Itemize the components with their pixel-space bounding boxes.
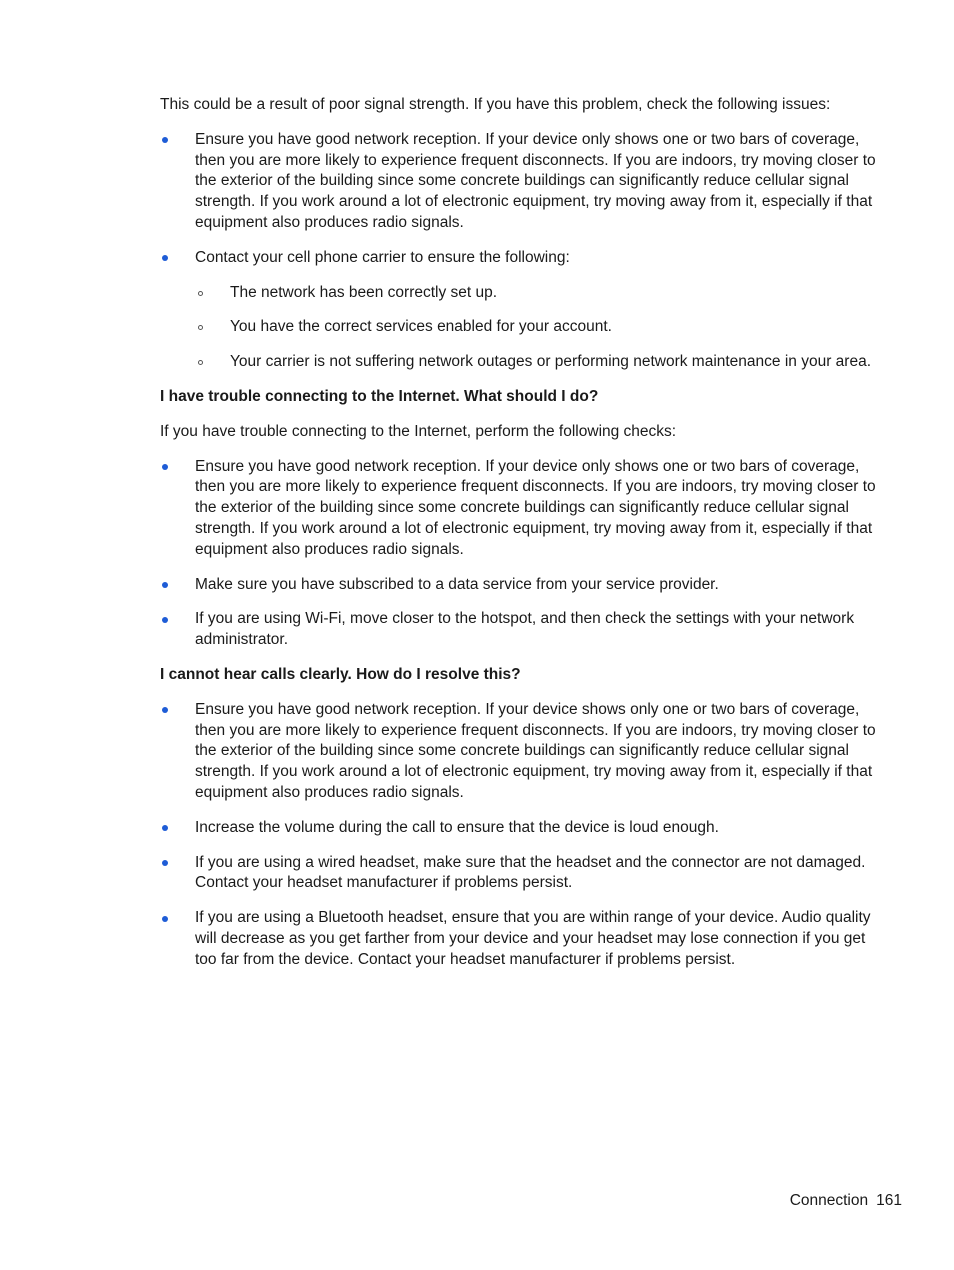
bullet-icon [162, 916, 168, 922]
list-item-text: Ensure you have good network reception. If your device only shows one or two bars of coverage, then you are more likely to experience frequent disconnects. If you are indoors, try moving closer to the exterior of the building since some concrete buildings can significantly reduce cellular signal strength. If you work around a lot of electronic equipment, try moving away from it, especially if that equipment also produces radio signals. [195, 457, 876, 558]
sublist-item-text: The network has been correctly set up. [230, 283, 498, 301]
sublist-item [195, 317, 882, 338]
internet-trouble-heading: I have trouble connecting to the Internet. What should I do? [160, 387, 599, 405]
sublist-item-text: You have the correct services enabled for your account. [230, 318, 612, 336]
page-content [160, 95, 882, 985]
list-item-text: If you are using a Bluetooth headset, ensure that you are within range of your device. Audio quality will decrease as you get farther from your device and your headset may lose connection if you get too far from the device. Contact your headset manufacturer if problems persist. [195, 909, 871, 968]
carrier-checks-sublist [195, 283, 882, 373]
list-item [160, 457, 882, 561]
call-clarity-heading: I cannot hear calls clearly. How do I resolve this? [160, 665, 521, 683]
list-item [160, 853, 882, 895]
page-number: 161 [876, 1192, 902, 1209]
bullet-icon [162, 464, 168, 470]
footer-section-name: Connection [789, 1192, 869, 1209]
sub-bullet-icon [198, 291, 203, 296]
list-item [160, 818, 882, 839]
intro-paragraph: This could be a result of poor signal strength. If you have this problem, check the following issues: [160, 96, 831, 113]
bullet-icon [162, 707, 168, 713]
bullet-icon [162, 137, 168, 143]
bullet-icon [162, 617, 168, 623]
sublist-item [195, 352, 882, 373]
list-item-text: If you are using Wi-Fi, move closer to the hotspot, and then check the settings with your network administrator. [195, 610, 855, 649]
call-clarity-list [160, 700, 882, 971]
bullet-icon [162, 582, 168, 588]
list-item-text: Ensure you have good network reception. If your device shows only one or two bars of coverage, then you are more likely to experience frequent disconnects. If you are indoors, try moving closer to the exterior of the building since some concrete buildings can significantly reduce cellular signal strength. If you work around a lot of electronic equipment, try moving away from it, especially if that equipment also produces radio signals. [195, 700, 876, 801]
page-footer [790, 1191, 902, 1212]
list-item-text: Contact your cell phone carrier to ensure the following: [195, 248, 570, 266]
bullet-icon [162, 255, 168, 261]
list-item [160, 609, 882, 651]
list-item [160, 130, 882, 234]
sub-bullet-icon [198, 360, 203, 365]
bullet-icon [162, 825, 168, 831]
list-item [160, 908, 882, 970]
internet-checks-list [160, 457, 882, 651]
sublist-item-text: Your carrier is not suffering network outages or performing network maintenance in your area. [230, 353, 872, 371]
internet-trouble-intro: If you have trouble connecting to the Internet, perform the following checks: [160, 422, 677, 440]
sub-bullet-icon [198, 325, 203, 330]
list-item [160, 700, 882, 804]
list-item-text: Increase the volume during the call to ensure that the device is loud enough. [195, 818, 719, 836]
sublist-item [195, 283, 882, 304]
list-item-text: If you are using a wired headset, make sure that the headset and the connector are not damaged. Contact your headset manufacturer if problems persist. [195, 853, 866, 892]
list-item [160, 575, 882, 596]
list-item [160, 248, 882, 373]
list-item-text: Make sure you have subscribed to a data service from your service provider. [195, 575, 719, 593]
bullet-icon [162, 860, 168, 866]
signal-issues-list [160, 130, 882, 373]
list-item-text: Ensure you have good network reception. If your device only shows one or two bars of coverage, then you are more likely to experience frequent disconnects. If you are indoors, try moving closer to the exterior of the building since some concrete buildings can significantly reduce cellular signal strength. If you work around a lot of electronic equipment, try moving away from it, especially if that equipment also produces radio signals. [195, 130, 876, 231]
